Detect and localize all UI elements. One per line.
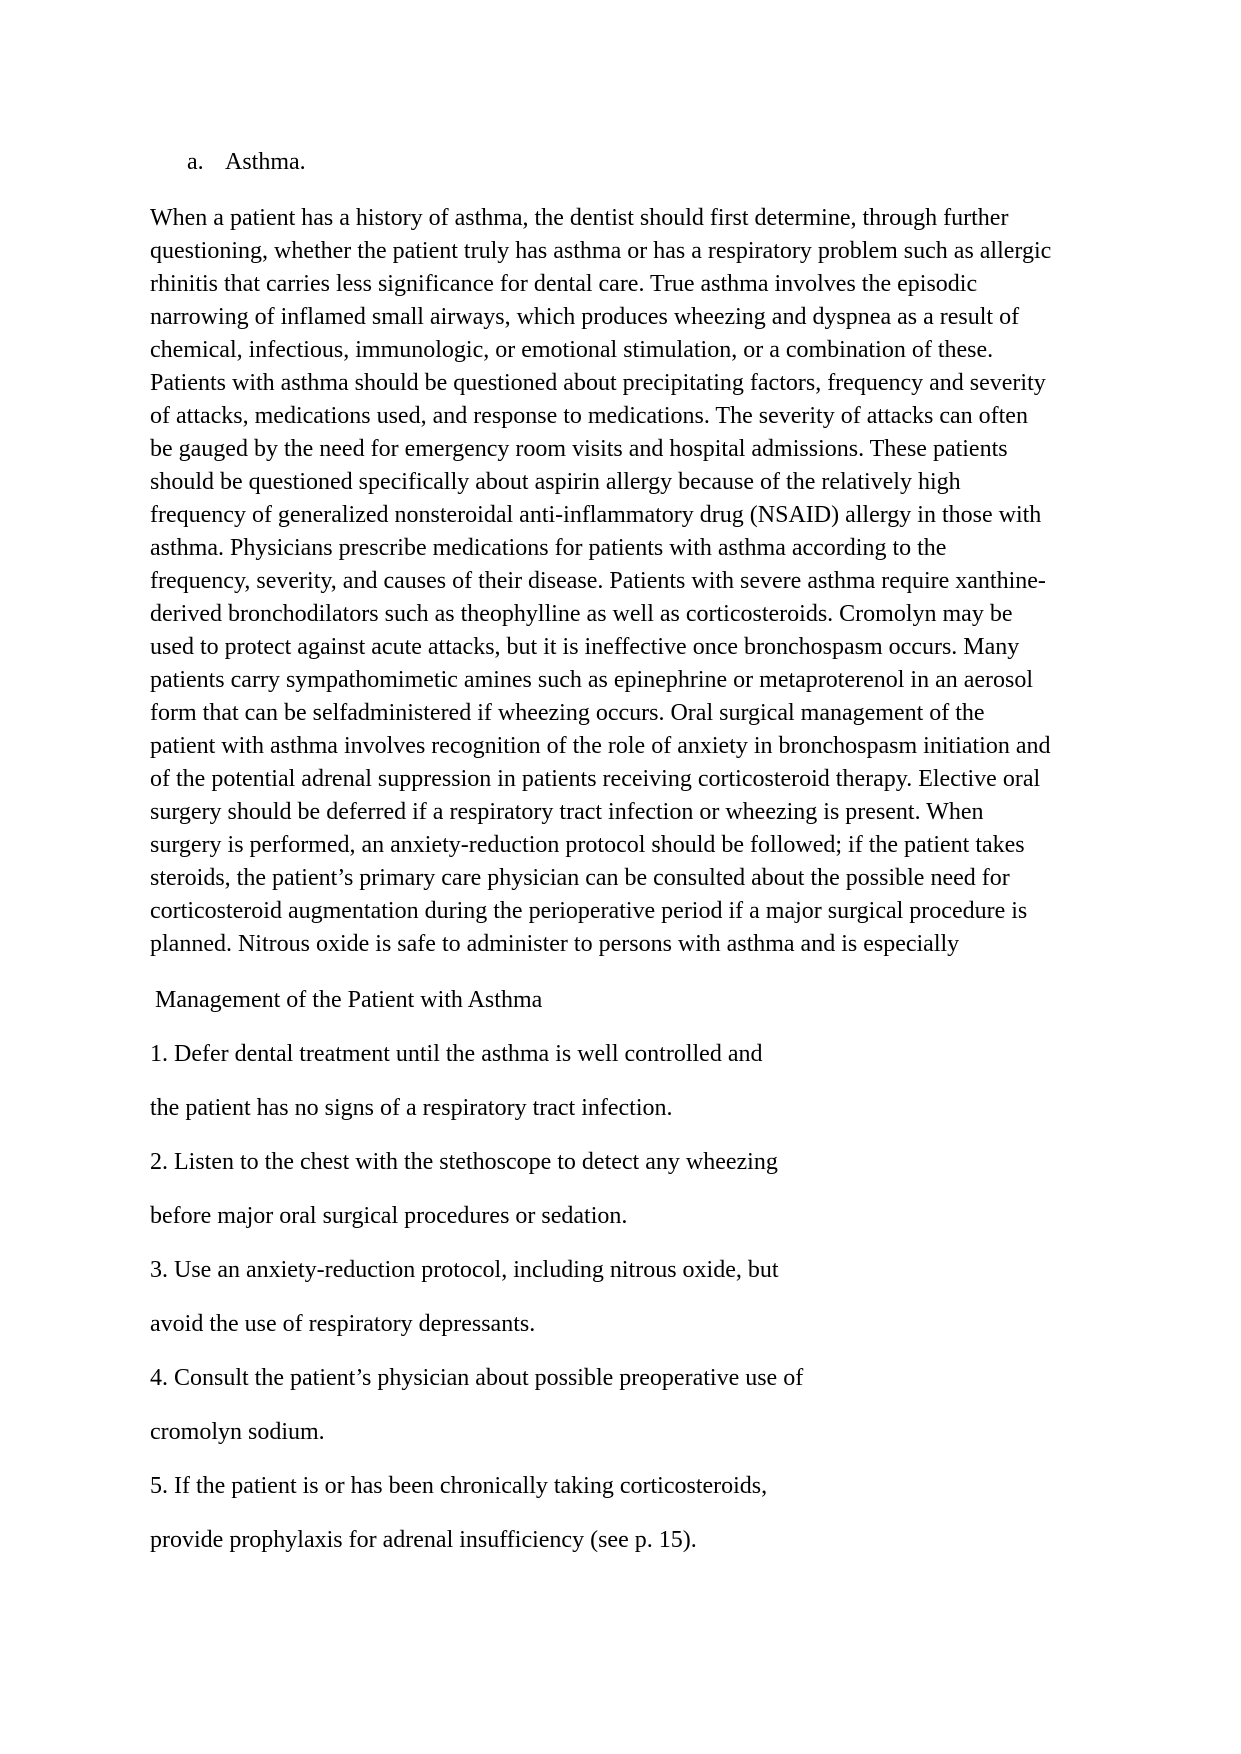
paragraph-line: Patients with asthma should be questioned about precipitating factors, frequency and severity — [150, 370, 1046, 396]
list-item: avoid the use of respiratory depressants. — [150, 1311, 536, 1337]
paragraph-line: form that can be selfadministered if wheezing occurs. Oral surgical management of the — [150, 700, 985, 726]
management-box-title: Management of the Patient with Asthma — [155, 987, 543, 1013]
paragraph-line: should be questioned specifically about aspirin allergy because of the relatively high — [150, 469, 961, 495]
paragraph-line: of the potential adrenal suppression in patients receiving corticosteroid therapy. Elective oral — [150, 766, 1041, 792]
paragraph-line: When a patient has a history of asthma, the dentist should first determine, through further — [150, 205, 1009, 231]
paragraph-line: patients carry sympathomimetic amines such as epinephrine or metaproterenol in an aerosol — [150, 667, 1034, 693]
paragraph-line: used to protect against acute attacks, but it is ineffective once bronchospasm occurs. Many — [150, 634, 1020, 660]
paragraph-line: questioning, whether the patient truly has asthma or has a respiratory problem such as allergic — [150, 238, 1052, 264]
management-steps-list — [150, 1039, 803, 1579]
paragraph-line: narrowing of inflamed small airways, which produces wheezing and dyspnea as a result of — [150, 304, 1020, 330]
section-title: Asthma. — [225, 149, 306, 175]
list-item: 2. Listen to the chest with the stethoscope to detect any wheezing — [150, 1149, 778, 1175]
section-heading — [187, 147, 306, 177]
paragraph-line: surgery should be deferred if a respiratory tract infection or wheezing is present. When — [150, 799, 984, 825]
paragraph-line: corticosteroid augmentation during the perioperative period if a major surgical procedure is — [150, 898, 1028, 924]
list-item: the patient has no signs of a respiratory tract infection. — [150, 1095, 673, 1121]
section-marker: a. — [187, 149, 204, 175]
list-item: provide prophylaxis for adrenal insufficiency (see p. 15). — [150, 1527, 697, 1553]
list-item: cromolyn sodium. — [150, 1419, 325, 1445]
list-item: before major oral surgical procedures or sedation. — [150, 1203, 628, 1229]
paragraph-line: asthma. Physicians prescribe medications for patients with asthma according to the — [150, 535, 947, 561]
paragraph-line: frequency of generalized nonsteroidal anti-inflammatory drug (NSAID) allergy in those with — [150, 502, 1042, 528]
paragraph-line: chemical, infectious, immunologic, or emotional stimulation, or a combination of these. — [150, 337, 994, 363]
paragraph-line: rhinitis that carries less significance for dental care. True asthma involves the episodic — [150, 271, 978, 297]
paragraph-line: surgery is performed, an anxiety-reduction protocol should be followed; if the patient takes — [150, 832, 1025, 858]
body-paragraph — [150, 202, 1095, 961]
paragraph-line: be gauged by the need for emergency room visits and hospital admissions. These patients — [150, 436, 1008, 462]
list-item: 4. Consult the patient’s physician about possible preoperative use of — [150, 1365, 804, 1391]
list-item: 1. Defer dental treatment until the asthma is well controlled and — [150, 1041, 763, 1067]
paragraph-line: planned. Nitrous oxide is safe to administer to persons with asthma and is especially — [150, 931, 960, 957]
paragraph-line: frequency, severity, and causes of their disease. Patients with severe asthma require xanthine- — [150, 568, 1046, 594]
list-item: 5. If the patient is or has been chronically taking corticosteroids, — [150, 1473, 768, 1499]
paragraph-line: of attacks, medications used, and response to medications. The severity of attacks can often — [150, 403, 1028, 429]
paragraph-line: steroids, the patient’s primary care physician can be consulted about the possible need for — [150, 865, 1010, 891]
paragraph-line: patient with asthma involves recognition of the role of anxiety in bronchospasm initiation and — [150, 733, 1051, 759]
list-item: 3. Use an anxiety-reduction protocol, including nitrous oxide, but — [150, 1257, 779, 1283]
paragraph-line: derived bronchodilators such as theophylline as well as corticosteroids. Cromolyn may be — [150, 601, 1013, 627]
